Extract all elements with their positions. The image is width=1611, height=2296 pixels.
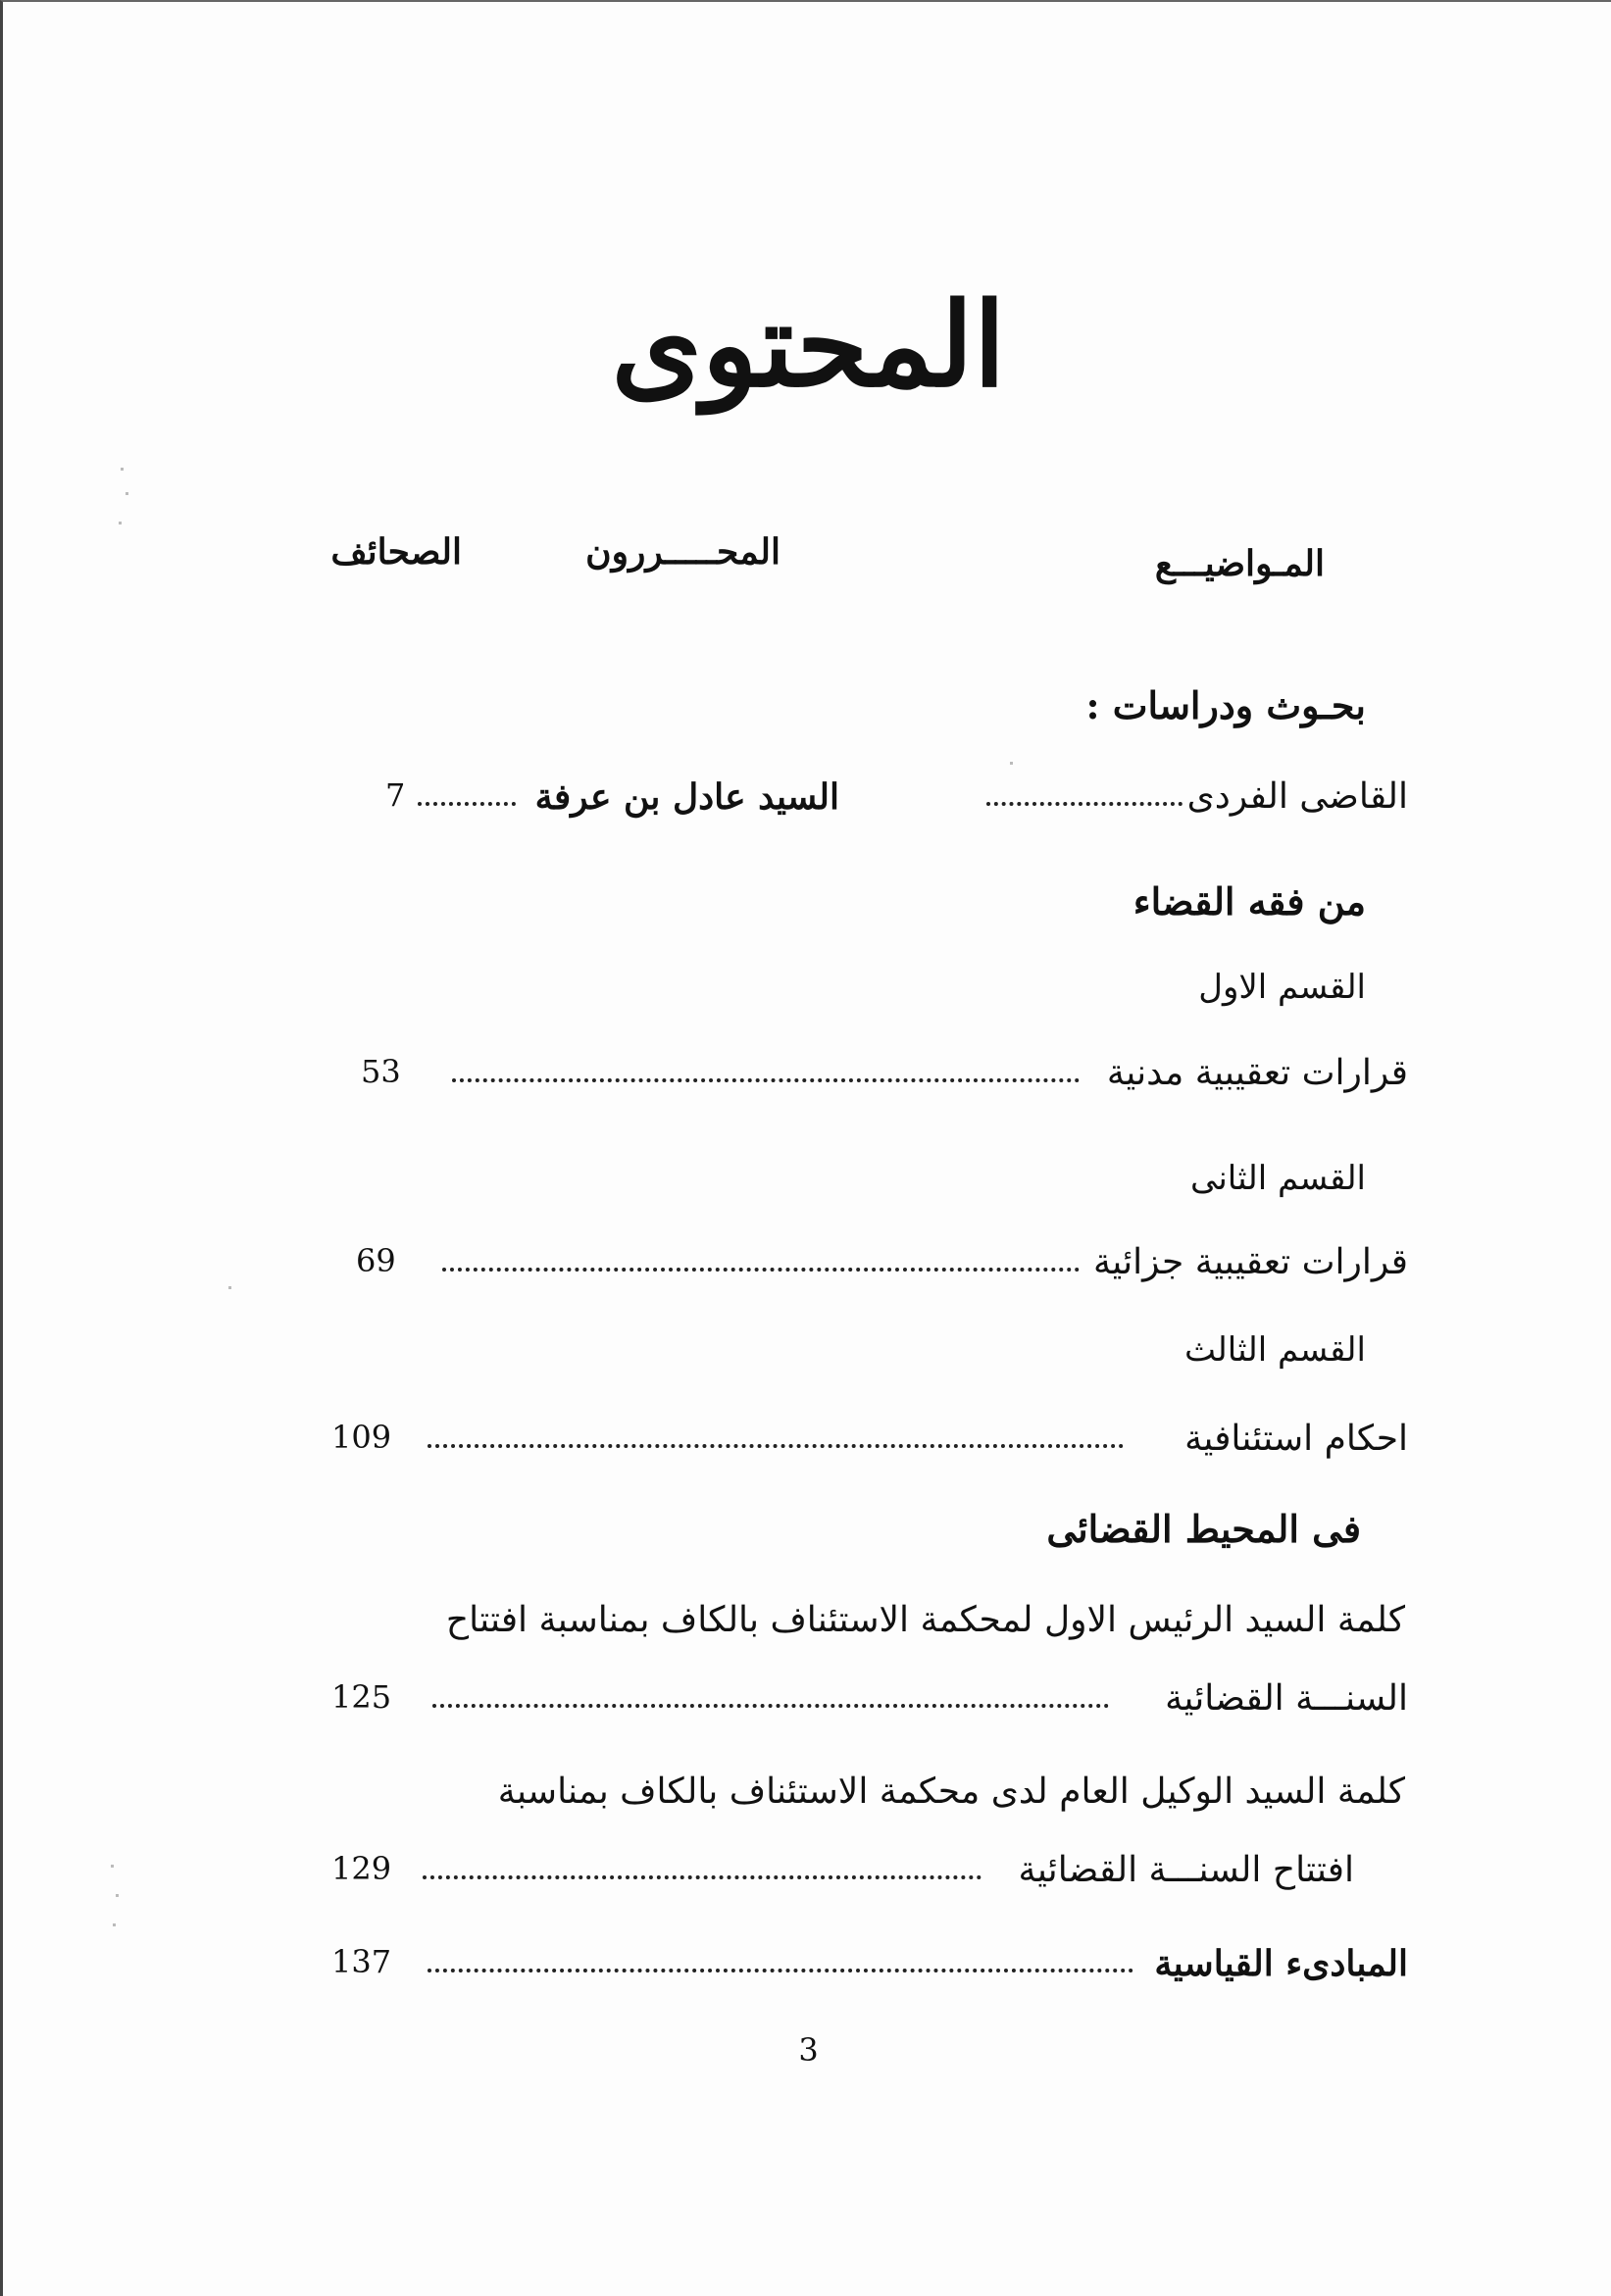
- scan-speck: [113, 1923, 116, 1926]
- section-judicial: فى المحيط القضائى: [1046, 1507, 1361, 1551]
- toc-entry-principles: [3, 1943, 1611, 2002]
- entry-page: 125: [331, 1678, 392, 1716]
- dot-leader: [986, 798, 1183, 806]
- dot-leader: [428, 1440, 1124, 1448]
- section-research: بحـوث ودراسات :: [1085, 683, 1366, 727]
- dot-leader: [428, 1965, 1133, 1972]
- entry-page: 7: [385, 776, 406, 814]
- dot-leader: [442, 1264, 1080, 1272]
- header-topics: المـواضيـــع: [1154, 543, 1325, 584]
- toc-entry-speech1: [3, 1678, 1611, 1737]
- section-jurisprudence: من فقه القضاء: [1133, 879, 1366, 923]
- entry-label: قرارات تعقيبية جزائية: [1092, 1242, 1408, 1282]
- entry-page: 109: [331, 1419, 392, 1456]
- subsection-part3: القسم الثالث: [1184, 1330, 1366, 1370]
- entry-page: 53: [361, 1053, 401, 1090]
- column-headers: [3, 531, 1611, 600]
- scan-speck: [116, 1894, 119, 1897]
- entry-label: القاضى الفردى: [1186, 776, 1408, 817]
- page-number: 3: [798, 2031, 819, 2069]
- speech2-line1: كلمة السيد الوكيل العام لدى محكمة الاستئناف بالكاف بمناسبة: [497, 1772, 1405, 1812]
- toc-entry-single-judge: [3, 776, 1611, 835]
- header-pages: الصحائف: [330, 531, 462, 573]
- scan-speck: [111, 1865, 114, 1868]
- toc-entry-appeal: [3, 1419, 1611, 1477]
- scan-speck: [121, 468, 124, 471]
- dot-leader: [452, 1074, 1080, 1082]
- entry-page: 137: [331, 1943, 392, 1980]
- entry-label: احكام استئنافية: [1184, 1419, 1408, 1459]
- entry-page: 69: [356, 1242, 396, 1279]
- toc-entry-civil: [3, 1053, 1611, 1112]
- dot-leader: [432, 1700, 1109, 1708]
- toc-entry-penal: [3, 1242, 1611, 1301]
- scan-speck: [228, 1286, 231, 1289]
- subsection-part1: القسم الاول: [1198, 968, 1366, 1007]
- toc-entry-speech2: [3, 1850, 1611, 1909]
- scan-speck: [119, 522, 122, 524]
- scan-speck: [126, 492, 128, 495]
- dot-leader: [423, 1872, 982, 1879]
- entry-author: السيد عادل بن عرفة: [534, 776, 839, 818]
- header-authors: المحـــــررون: [585, 531, 780, 573]
- entry-label: السنـــة القضائية: [1165, 1678, 1408, 1719]
- entry-page: 129: [331, 1850, 392, 1887]
- page-title: المحتوى: [611, 276, 1006, 413]
- subsection-part2: القسم الثانى: [1190, 1159, 1366, 1198]
- entry-label: قرارات تعقيبية مدنية: [1106, 1053, 1408, 1093]
- speech1-line1: كلمة السيد الرئيس الاول لمحكمة الاستئناف بالكاف بمناسبة افتتاح: [445, 1600, 1405, 1640]
- entry-label: افتتاح السنـــة القضائية: [1018, 1850, 1354, 1890]
- dot-leader: [418, 798, 516, 806]
- entry-label: المبادىء القياسية: [1154, 1943, 1408, 1984]
- scan-speck: [1010, 762, 1013, 765]
